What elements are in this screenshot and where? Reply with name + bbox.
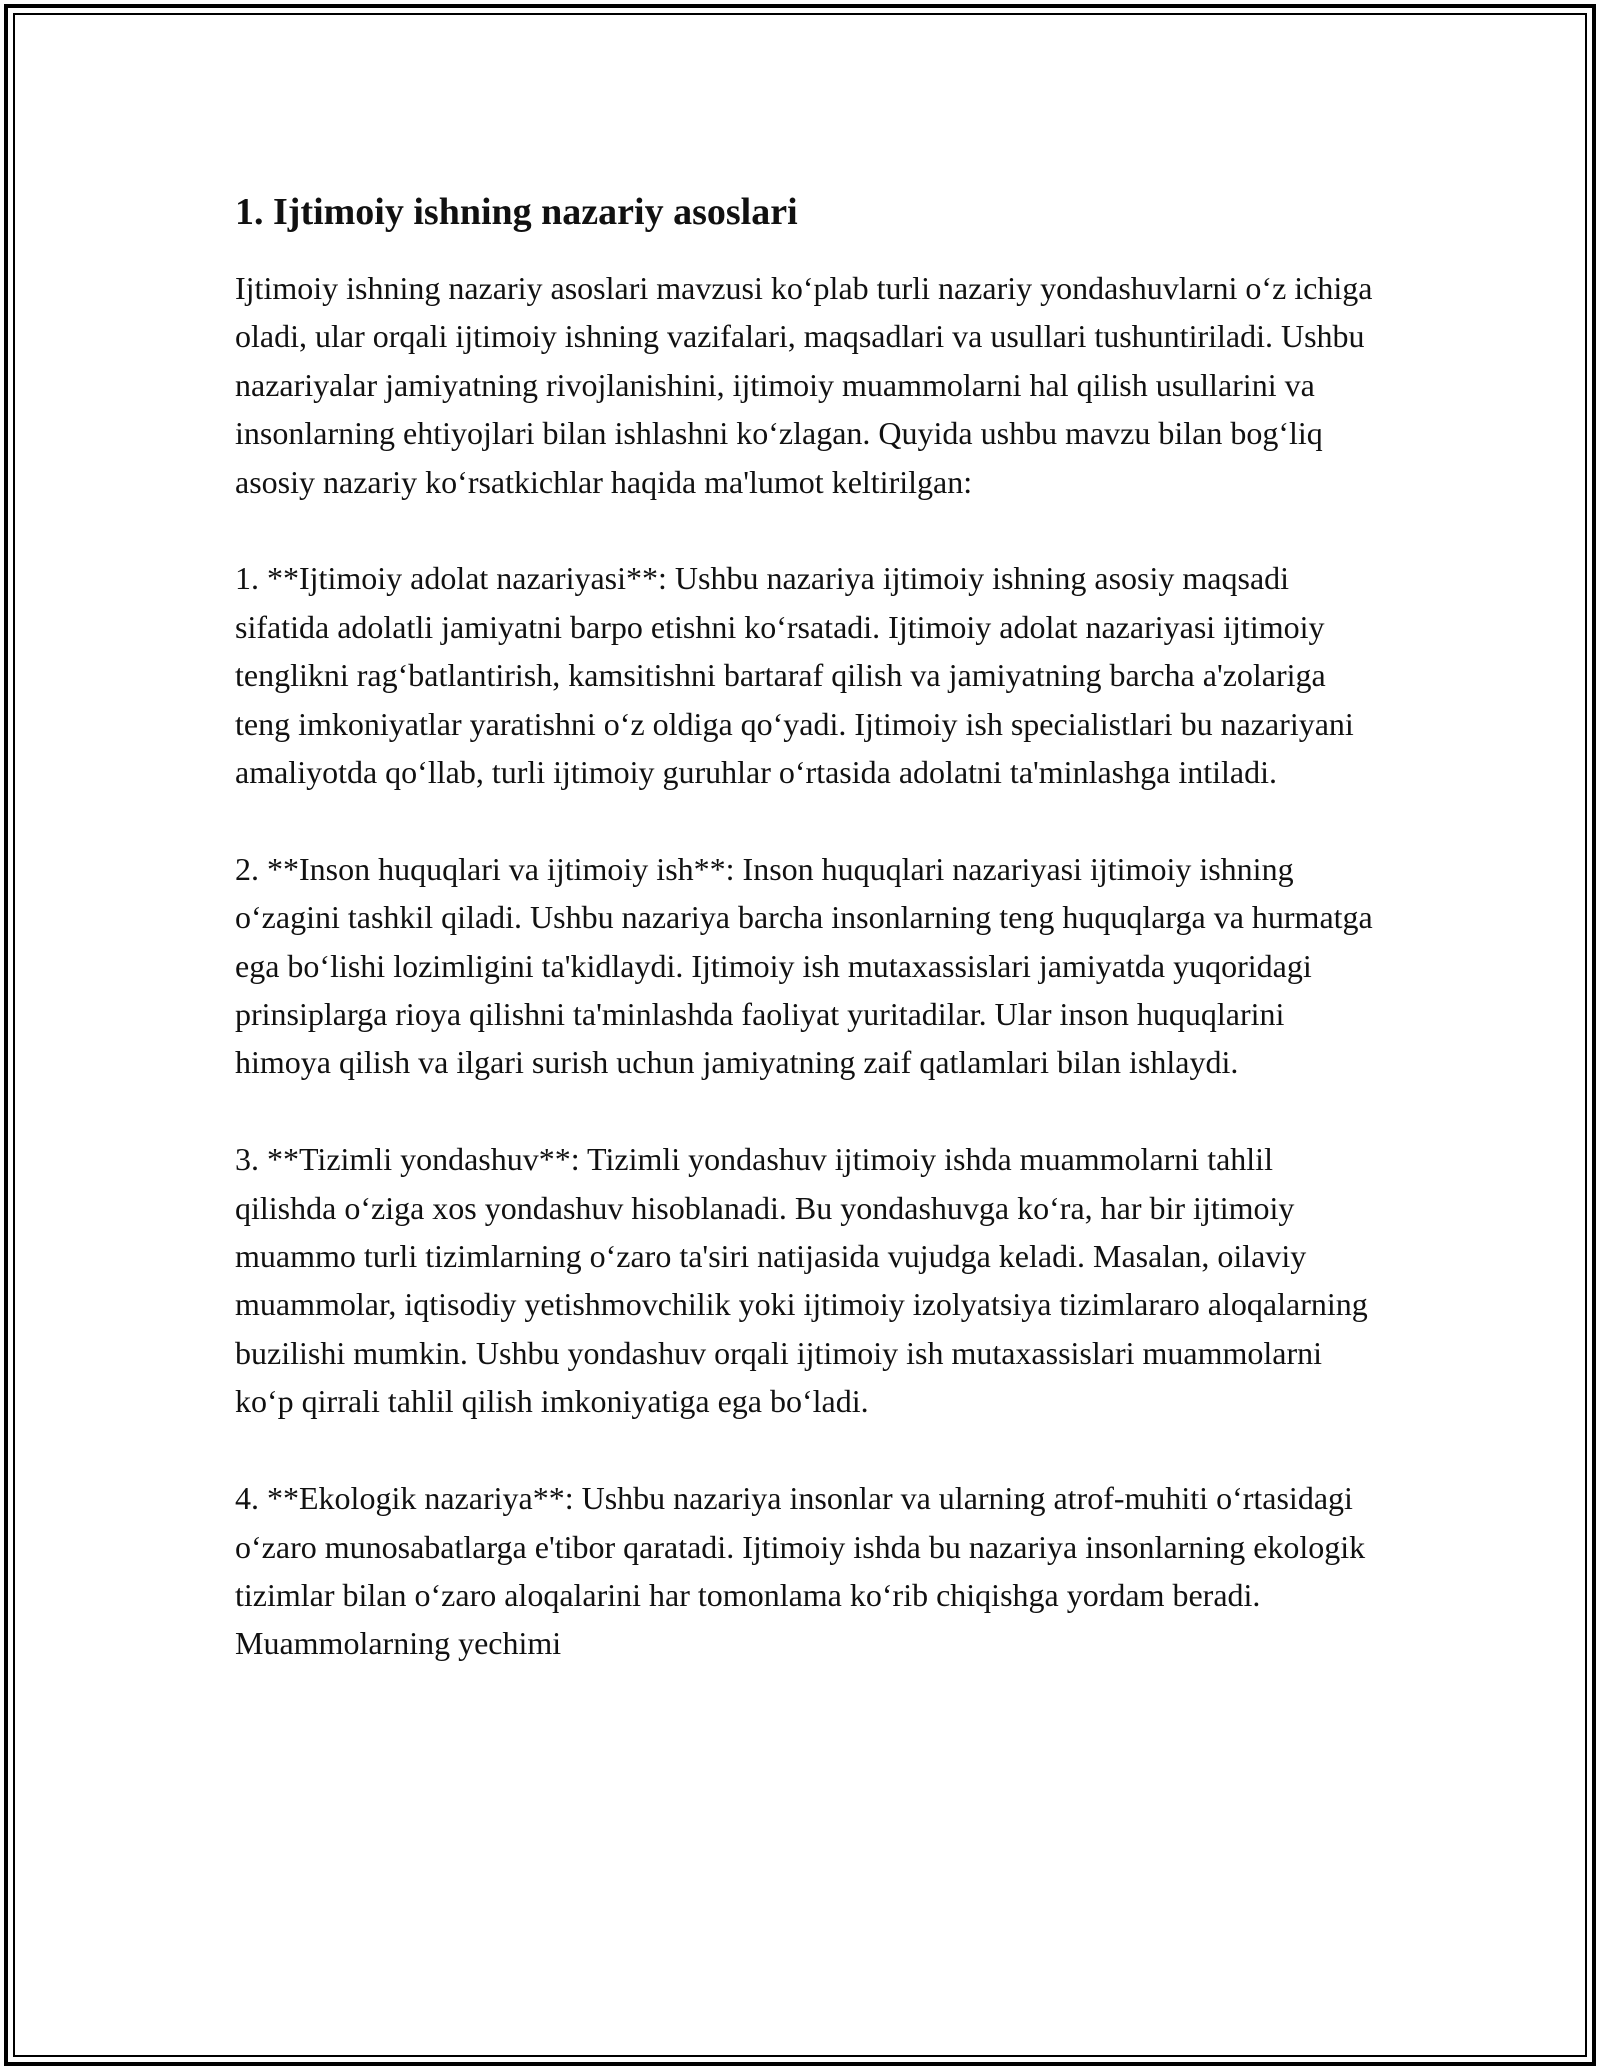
document-body	[235, 188, 1375, 1668]
paragraph-human-rights: 2. **Inson huquqlari va ijtimoiy ish**: Inson huquqlari nazariyasi ijtimoiy ishning o‘zagini tashkil qiladi. Ushbu nazariya barcha insonlarning teng huquqlarga va hurmatga ega bo‘lishi lozimligini ta'kidlaydi. Ijtimoiy ish mutaxassislari jamiyatda yuqoridagi prinsiplarga rioya qilishni ta'minlashda faoliyat yuritadilar. Ular inson huquqlarini himoya qilish va ilgari surish uchun jamiyatning zaif qatlamlari bilan ishlaydi.	[235, 850, 1373, 1081]
intro-paragraph: Ijtimoiy ishning nazariy asoslari mavzusi ko‘plab turli nazariy yondashuvlarni o‘z ichiga oladi, ular orqali ijtimoiy ishning vazifalari, maqsadlari va usullari tushuntiriladi. Ushbu nazariyalar jamiyatning rivojlanishini, ijtimoiy muammolarni hal qilish usullarini va insonlarning ehtiyojlari bilan ishlashni ko‘zlagan. Quyida ushbu mavzu bilan bog‘liq asosiy nazariy ko‘rsatkichlar haqida ma'lumot keltirilgan:	[235, 270, 1373, 500]
paragraph-systems-approach: 3. **Tizimli yondashuv**: Tizimli yondashuv ijtimoiy ishda muammolarni tahlil qilishda o‘ziga xos yondashuv hisoblanadi. Bu yondashuvga ko‘ra, har bir ijtimoiy muammo turli tizimlarning o‘zaro ta'siri natijasida vujudga keladi. Masalan, oilaviy muammolar, iqtisodiy yetishmovchilik yoki ijtimoiy izolyatsiya tizimlararo aloqalarning buzilishi mumkin. Ushbu yondashuv orqali ijtimoiy ish mutaxassislari muammolarni ko‘p qirrali tahlil qilish imkoniyatiga ega bo‘ladi.	[235, 1141, 1368, 1420]
paragraph-social-justice: 1. **Ijtimoiy adolat nazariyasi**: Ushbu nazariya ijtimoiy ishning asosiy maqsadi sifatida adolatli jamiyatni barpo etishni ko‘rsatadi. Ijtimoiy adolat nazariyasi ijtimoiy tenglikni rag‘batlantirish, kamsitishni bartaraf qilish va jamiyatning barcha a'zolariga teng imkoniyatlar yaratishni o‘z oldiga qo‘yadi. Ijtimoiy ish specialistlari bu nazariyani amaliyotda qo‘llab, turli ijtimoiy guruhlar o‘rtasida adolatni ta'minlashga intiladi.	[235, 560, 1354, 791]
paragraph-ecological-theory: 4. **Ekologik nazariya**: Ushbu nazariya insonlar va ularning atrof-muhiti o‘rtasidagi o‘zaro munosabatlarga e'tibor qaratadi. Ijtimoiy ishda bu nazariya insonlarning ekologik tizimlar bilan o‘zaro aloqalarini har tomonlama ko‘rib chiqishga yordam beradi. Muammolarning yechimi	[235, 1480, 1366, 1662]
document-title: 1. Ijtimoiy ishning nazariy asoslari	[235, 191, 798, 233]
